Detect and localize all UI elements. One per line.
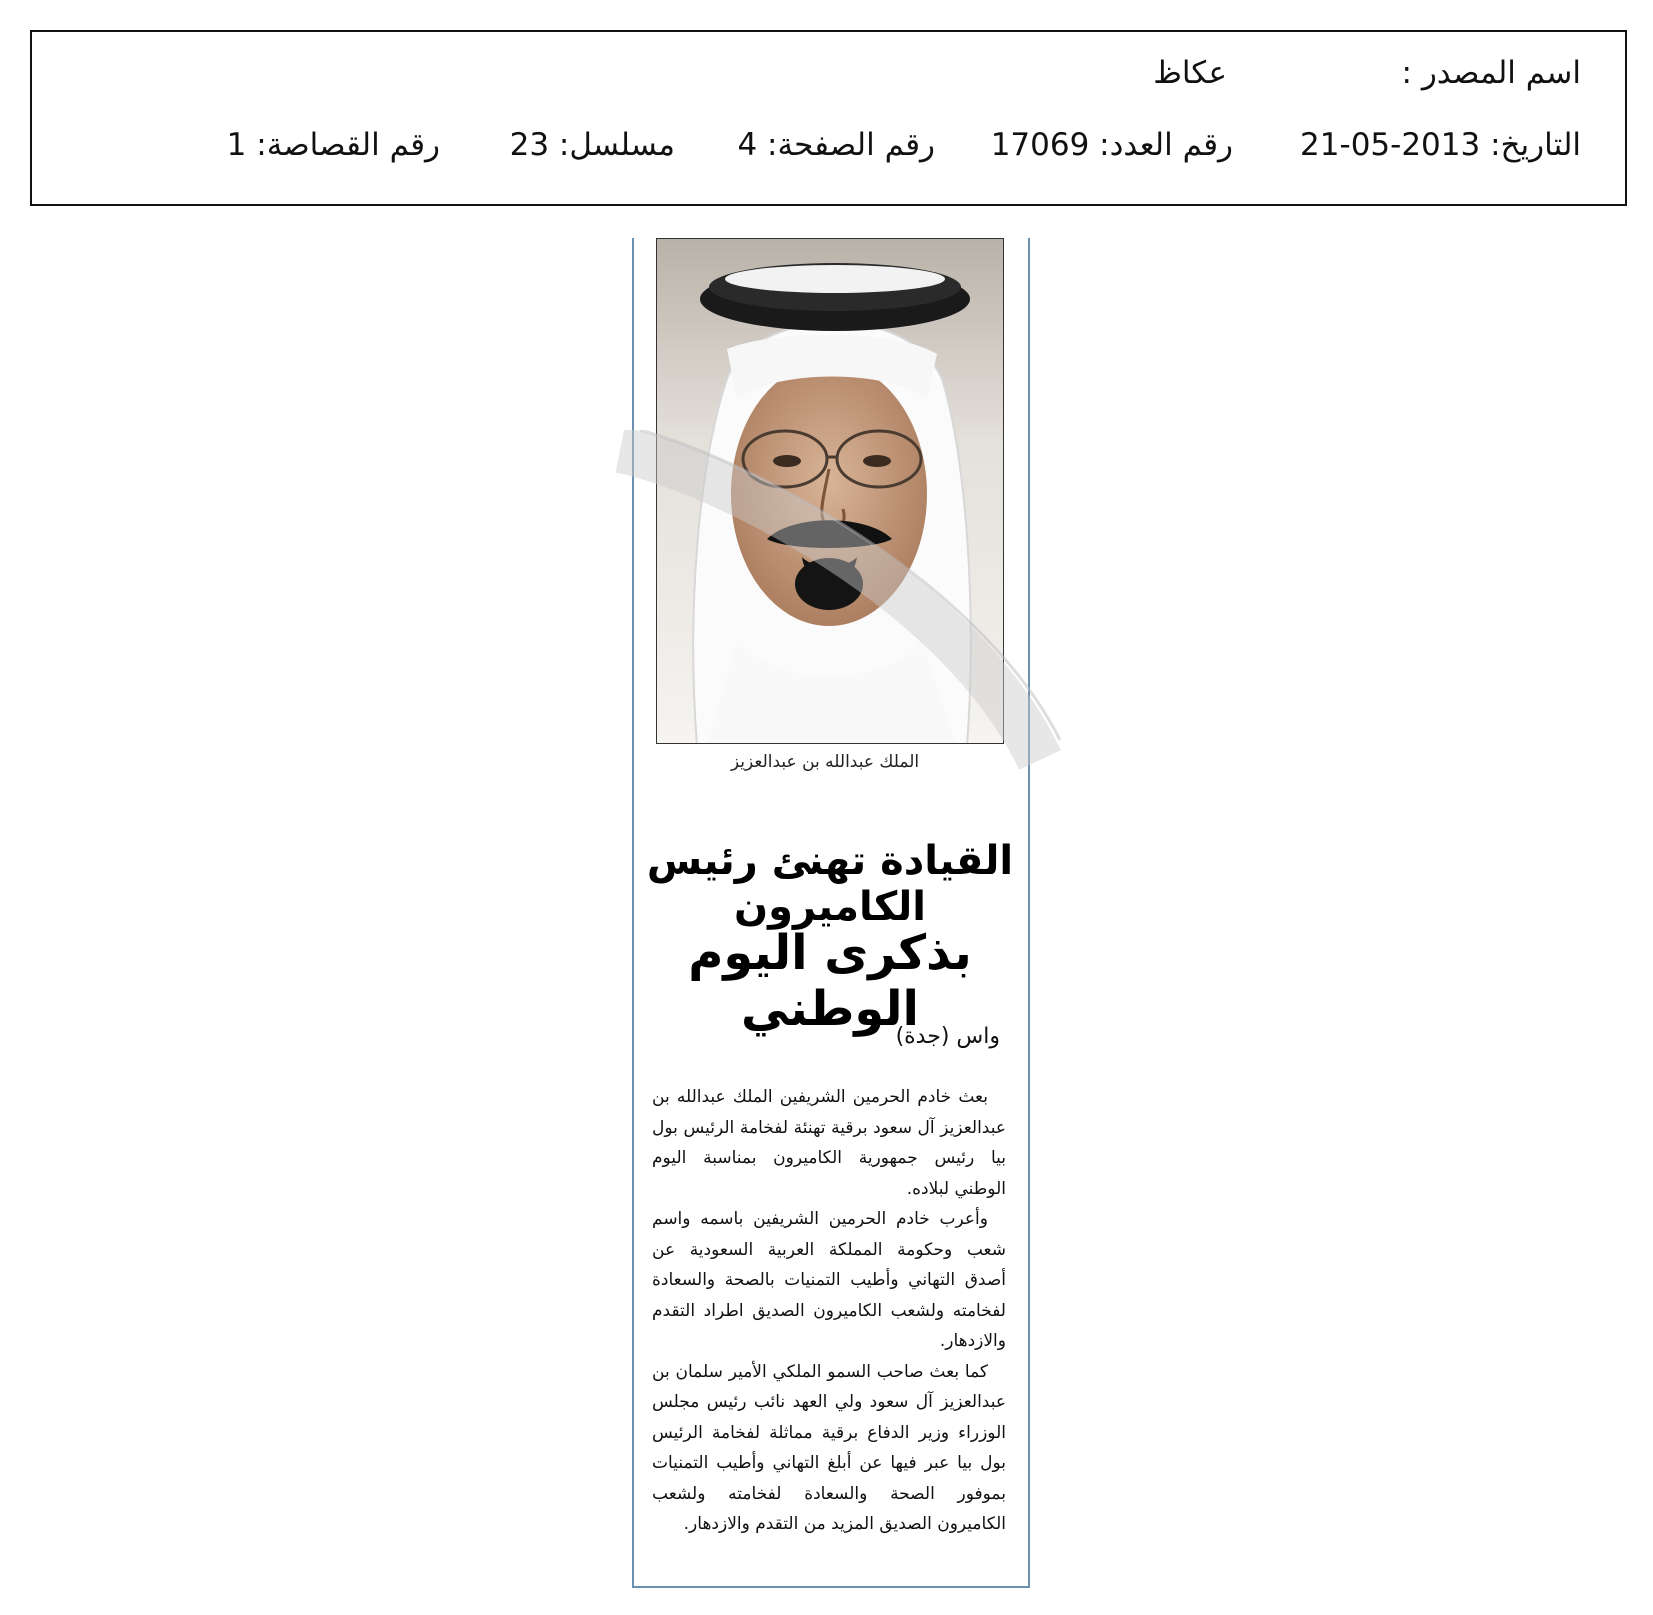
portrait-illustration xyxy=(657,239,1004,744)
photo-caption: الملك عبدالله بن عبدالعزيز xyxy=(730,752,920,772)
headline-line-1: القيادة تهنئ رئيس الكاميرون xyxy=(646,838,1014,930)
source-value: عكاظ xyxy=(1153,55,1227,91)
article-body xyxy=(652,1082,1006,1540)
serial-field: مسلسل: 23 xyxy=(509,127,675,163)
issue-number-field: رقم العدد: 17069 xyxy=(990,127,1233,163)
page-number-field: رقم الصفحة: 4 xyxy=(737,127,935,163)
article-paragraph: بعث خادم الحرمين الشريفين الملك عبدالله بن عبدالعزيز آل سعود برقية تهنئة لفخامة الرئيس بول بيا رئيس جمهورية الكاميرون بمناسبة اليوم الوطني لبلاده. xyxy=(652,1087,1006,1199)
portrait-photo xyxy=(656,238,1004,744)
clip-number-field: رقم القصاصة: 1 xyxy=(226,127,440,163)
article-dateline: واس (جدة) xyxy=(895,1024,1000,1049)
source-label: اسم المصدر : xyxy=(1401,55,1581,91)
clipping-metadata-box xyxy=(30,30,1627,206)
date-field: التاريخ: 2013-05-21 xyxy=(1300,127,1581,163)
article-paragraph: وأعرب خادم الحرمين الشريفين باسمه واسم شعب وحكومة المملكة العربية السعودية عن أصدق التهاني وأطيب التمنيات بالصحة والسعادة لفخامته ولشعب الكاميرون الصديق اطراد التقدم والازدهار. xyxy=(652,1209,1006,1351)
headline-line-2: بذكرى اليوم الوطني xyxy=(688,925,972,1037)
article-paragraph: كما بعث صاحب السمو الملكي الأمير سلمان بن عبدالعزيز آل سعود ولي العهد نائب رئيس مجلس الوزراء وزير الدفاع برقية مماثلة لفخامة الرئيس بول بيا عبر فيها عن أبلغ التهاني وأطيب التمنيات بموفور الصحة والسعادة لفخامته ولشعب الكاميرون الصديق المزيد من التقدم والازدهار. xyxy=(652,1361,1006,1534)
